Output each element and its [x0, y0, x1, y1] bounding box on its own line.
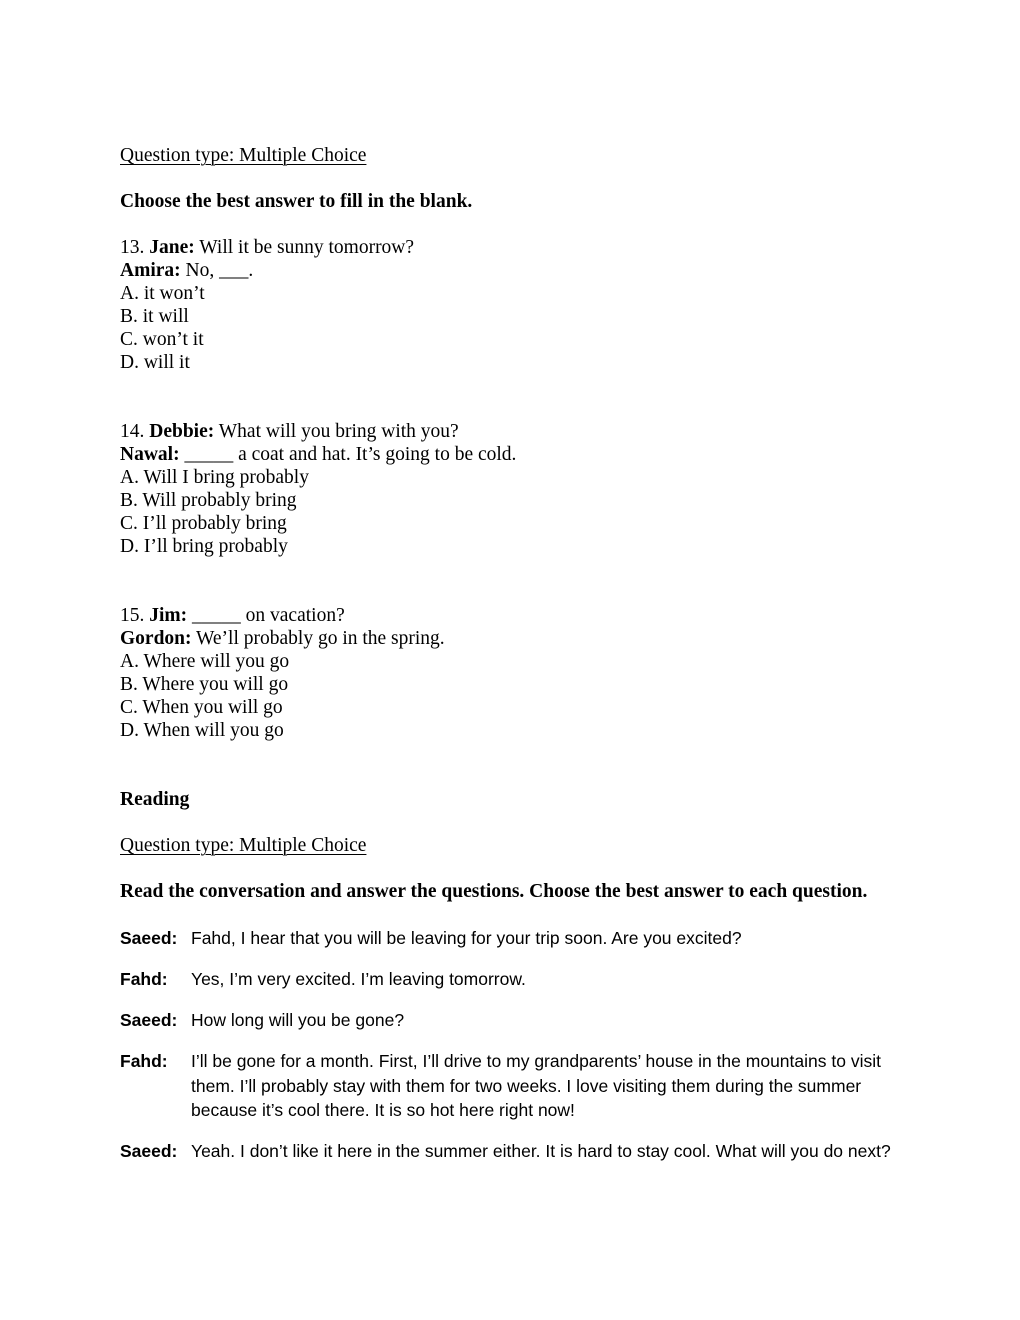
conversation-line: [120, 1008, 900, 1033]
instruction-text: Choose the best answer to fill in the blank.: [120, 191, 473, 212]
conversation-line: [120, 967, 900, 992]
speaker-name: Fahd:: [120, 1051, 168, 1071]
speaker-name: Fahd:: [120, 969, 168, 989]
speaker-name: Jim:: [149, 605, 188, 626]
answer-option-c[interactable]: C. won’t it: [120, 329, 204, 350]
question-line-2: [120, 443, 516, 466]
speaker-name: Gordon:: [120, 628, 192, 649]
dialog-text: Will it be sunny tomorrow?: [199, 237, 415, 258]
dialog-text: No, ___.: [185, 260, 254, 281]
conversation-text: Fahd, I hear that you will be leaving for your trip soon. Are you excited?: [191, 928, 742, 948]
speaker-name: Saeed:: [120, 1141, 178, 1161]
conversation-text: Yes, I’m very excited. I’m leaving tomorrow.: [191, 969, 526, 989]
question-type-label: Question type: Multiple Choice: [120, 145, 367, 166]
question-line-1: [120, 420, 459, 443]
speaker-name: Saeed:: [120, 928, 178, 948]
conversation-text: Yeah. I don’t like it here in the summer either. It is hard to stay cool. What will you do next?: [191, 1141, 891, 1161]
answer-option-d[interactable]: D. When will you go: [120, 720, 284, 741]
reading-heading: Reading: [120, 789, 190, 810]
question-number: 14.: [120, 421, 145, 442]
answer-option-b[interactable]: B. it will: [120, 306, 189, 327]
conversation-line: [120, 1139, 900, 1164]
question-line-2: [120, 627, 445, 650]
answer-option-a[interactable]: A. it won’t: [120, 283, 205, 304]
question-line-1: [120, 604, 345, 627]
question-number: 15.: [120, 605, 145, 626]
speaker-name: Debbie:: [149, 421, 215, 442]
question-type-label: Question type: Multiple Choice: [120, 835, 367, 856]
answer-option-d[interactable]: D. will it: [120, 352, 190, 373]
answer-option-b[interactable]: B. Where you will go: [120, 674, 289, 695]
speaker-name: Amira:: [120, 260, 181, 281]
conversation-text: I’ll be gone for a month. First, I’ll drive to my grandparents’ house in the mountains to visit them. I’ll probably stay with them for two weeks. I love visiting them during the summer because it’s cool there. It is so hot here right now!: [191, 1051, 881, 1120]
speaker-name: Nawal:: [120, 444, 180, 465]
speaker-name: Jane:: [149, 237, 195, 258]
conversation-text: How long will you be gone?: [191, 1010, 405, 1030]
dialog-text: What will you bring with you?: [218, 421, 459, 442]
conversation-line: [120, 926, 900, 951]
answer-option-a[interactable]: A. Will I bring probably: [120, 467, 309, 488]
answer-option-b[interactable]: B. Will probably bring: [120, 490, 297, 511]
question-line-2: [120, 259, 253, 282]
answer-option-d[interactable]: D. I’ll bring probably: [120, 536, 288, 557]
dialog-text: _____ on vacation?: [192, 605, 345, 626]
answer-option-c[interactable]: C. I’ll probably bring: [120, 513, 287, 534]
question-line-1: [120, 236, 414, 259]
conversation-line: [120, 1049, 900, 1123]
reading-instruction: Read the conversation and answer the questions. Choose the best answer to each question.: [120, 881, 868, 902]
question-number: 13.: [120, 237, 145, 258]
answer-option-c[interactable]: C. When you will go: [120, 697, 283, 718]
speaker-name: Saeed:: [120, 1010, 178, 1030]
dialog-text: We’ll probably go in the spring.: [196, 628, 445, 649]
dialog-text: _____ a coat and hat. It’s going to be cold.: [184, 444, 517, 465]
answer-option-a[interactable]: A. Where will you go: [120, 651, 290, 672]
